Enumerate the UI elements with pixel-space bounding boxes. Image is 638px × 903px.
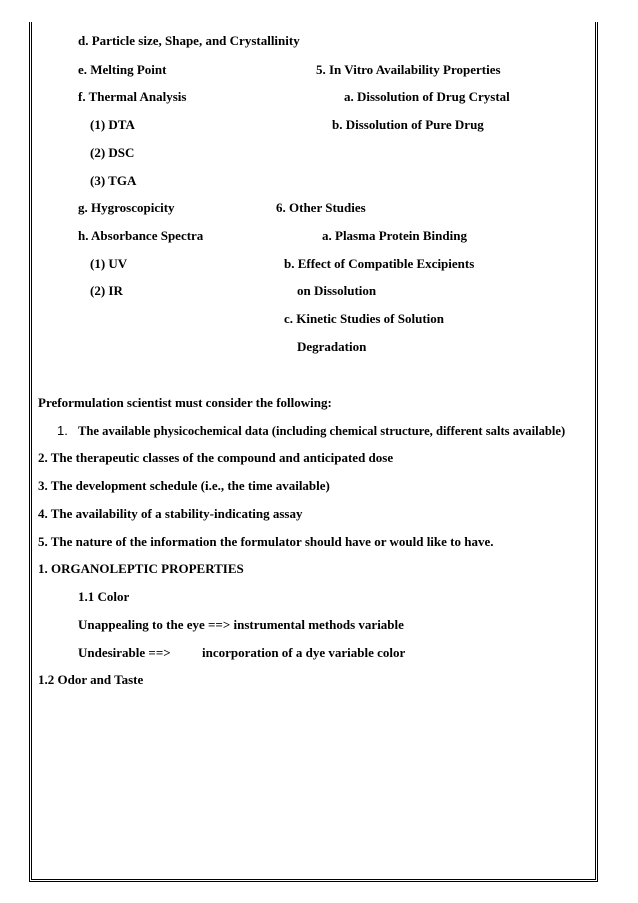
consider-item-2: 2. The therapeutic classes of the compound and anticipated dose <box>38 450 394 465</box>
consider-item-3: 3. The development schedule (i.e., the time available) <box>38 478 330 493</box>
item-tga: (3) TGA <box>90 173 137 188</box>
section-5-item-a: a. Dissolution of Drug Crystal <box>344 89 510 104</box>
item-thermal-analysis: f. Thermal Analysis <box>78 89 187 104</box>
consider-item-1: The available physicochemical data (including chemical structure, different salts available) <box>78 424 566 438</box>
color-line-2-left: Undesirable ==> <box>78 645 171 660</box>
odor-taste-heading: 1.2 Odor and Taste <box>38 672 144 687</box>
item-absorbance-spectra: h. Absorbance Spectra <box>78 228 204 243</box>
color-line-2-right: incorporation of a dye variable color <box>202 645 406 660</box>
item-dta: (1) DTA <box>90 117 135 132</box>
item-ir: (2) IR <box>90 283 123 298</box>
consider-heading: Preformulation scientist must consider the following: <box>38 395 332 410</box>
section-6-item-c-cont: Degradation <box>297 339 367 354</box>
section-5-item-b: b. Dissolution of Pure Drug <box>332 117 484 132</box>
organoleptic-heading: 1. ORGANOLEPTIC PROPERTIES <box>38 561 244 576</box>
item-melting-point: e. Melting Point <box>78 62 167 77</box>
consider-item-1-number: 1. <box>57 423 68 438</box>
section-6-item-c: c. Kinetic Studies of Solution <box>284 311 444 326</box>
consider-item-5: 5. The nature of the information the formulator should have or would like to have. <box>38 534 494 549</box>
item-hygroscopicity: g. Hygroscopicity <box>78 200 175 215</box>
color-heading: 1.1 Color <box>78 589 130 604</box>
color-line-1: Unappealing to the eye ==> instrumental methods variable <box>78 617 404 632</box>
item-dsc: (2) DSC <box>90 145 135 160</box>
section-6-item-b-cont: on Dissolution <box>297 283 377 298</box>
section-6-item-a: a. Plasma Protein Binding <box>322 228 467 243</box>
item-particle-size: d. Particle size, Shape, and Crystallinity <box>78 33 300 48</box>
section-6-item-b: b. Effect of Compatible Excipients <box>284 256 475 271</box>
section-6-title: 6. Other Studies <box>276 200 366 215</box>
consider-item-4: 4. The availability of a stability-indicating assay <box>38 506 303 521</box>
item-uv: (1) UV <box>90 256 128 271</box>
section-5-title: 5. In Vitro Availability Properties <box>316 62 501 77</box>
